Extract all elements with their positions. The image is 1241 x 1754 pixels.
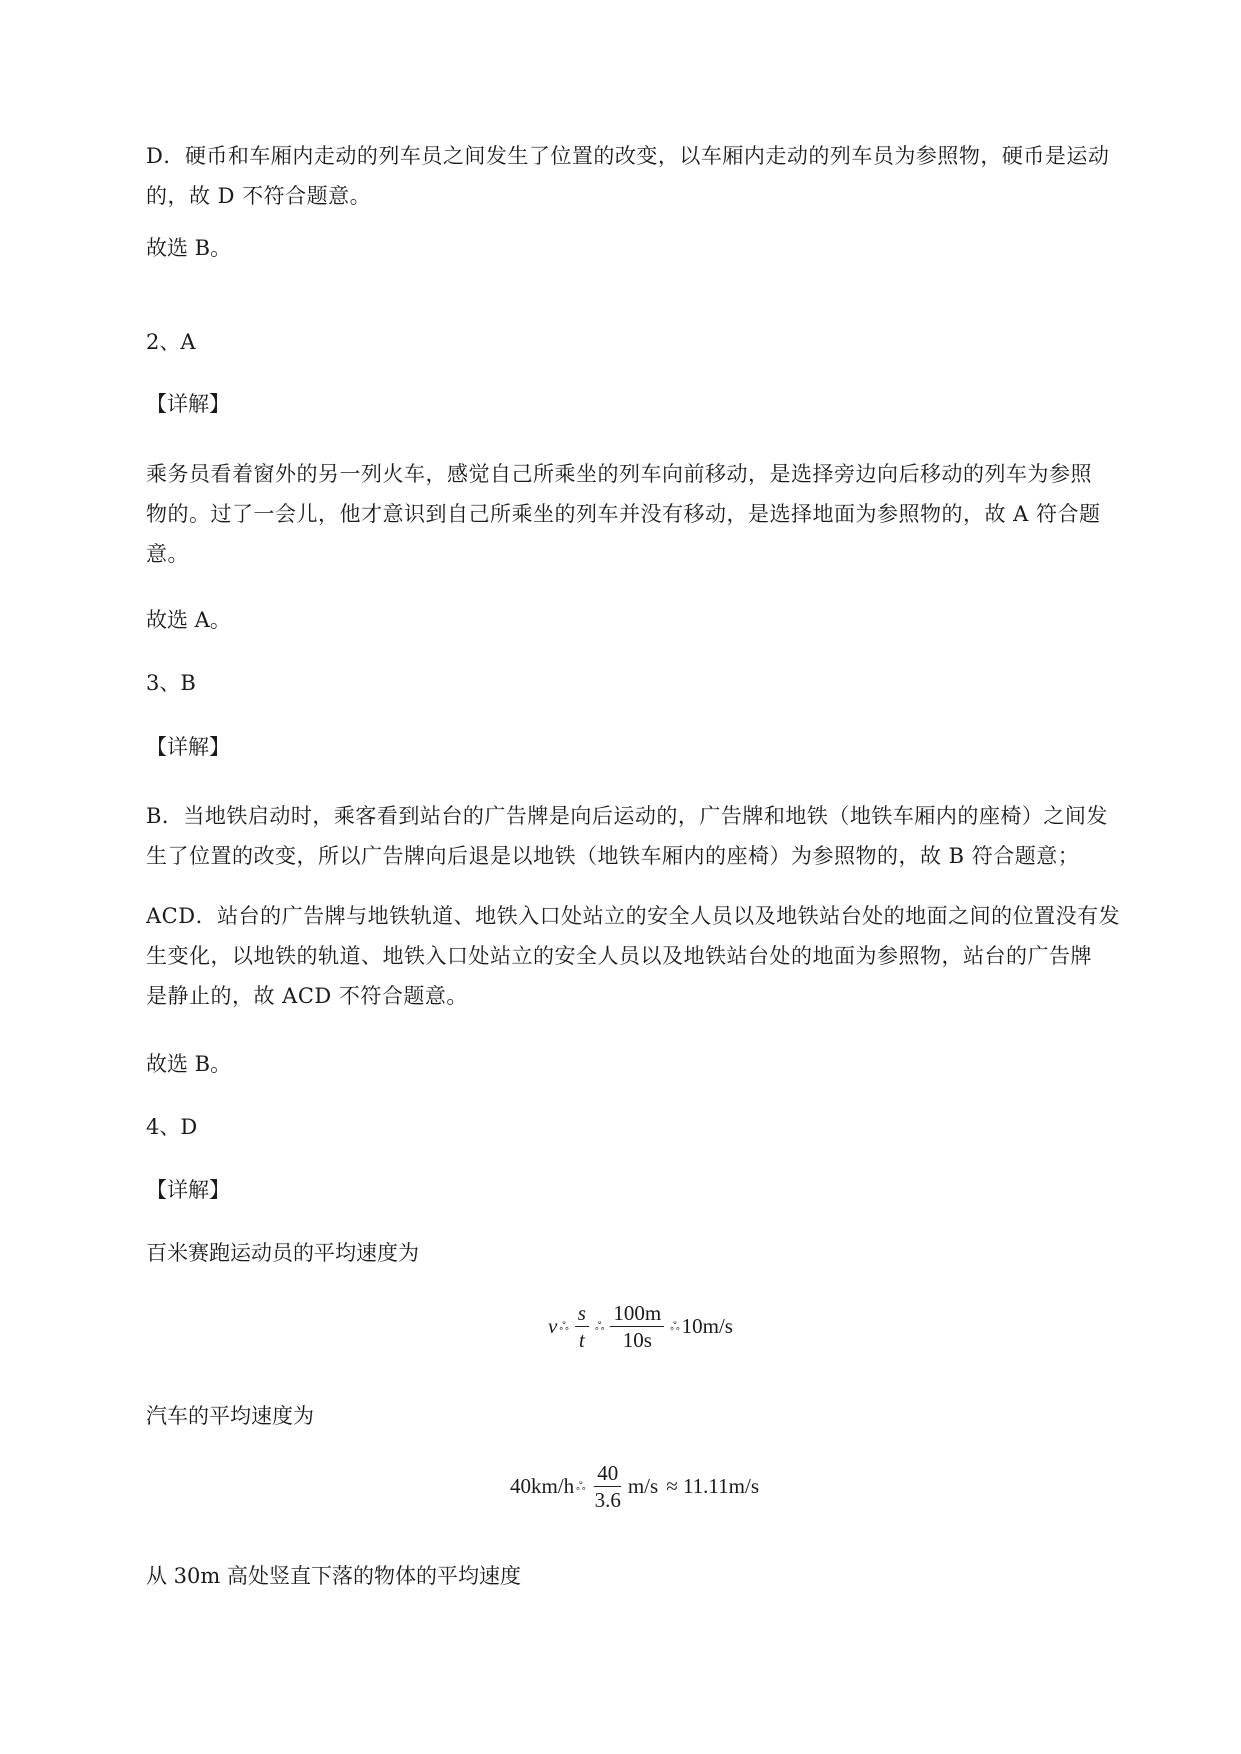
car-speed-text: 汽车的平均速度为 <box>146 1404 314 1428</box>
detail-label-q3: 【详解】 <box>146 735 230 759</box>
text-line: 意。 <box>146 542 189 566</box>
fraction-40-over-3.6 <box>592 1460 624 1513</box>
paragraph-q3-acd <box>146 896 1156 1016</box>
sprinter-speed-text: 百米赛跑运动员的平均速度为 <box>146 1241 419 1265</box>
fraction-denominator: t <box>578 1328 585 1352</box>
text-line: 的，故 D 不符合题意。 <box>146 184 372 208</box>
formula-glyph: ஃ <box>670 1318 680 1333</box>
formula-approx-result: ≈ 11.11m/s <box>666 1474 759 1498</box>
detail-label-q4: 【详解】 <box>146 1178 230 1202</box>
text-line: 乘务员看着窗外的另一列火车，感觉自己所乘坐的列车向前移动，是选择旁边向后移动的列车为参照 <box>146 462 1092 486</box>
detail-label-q2: 【详解】 <box>146 392 230 416</box>
formula-lhs: 40km/h <box>510 1474 575 1498</box>
text-line: 生了位置的改变，所以广告牌向后退是以地铁（地铁车厢内的座椅）为参照物的，故 B 符合题意； <box>146 844 1080 868</box>
formula-glyph: ஃ <box>576 1478 586 1493</box>
answer-q3: 3、B <box>146 671 196 695</box>
text-line: B．当地铁启动时，乘客看到站台的广告牌是向后运动的，广告牌和地铁（地铁车厢内的座椅）之间发 <box>146 804 1108 828</box>
falling-object-speed-text: 从 30m 高处竖直下落的物体的平均速度 <box>146 1564 521 1588</box>
text-line: 是静止的，故 ACD 不符合题意。 <box>146 984 468 1008</box>
text-line: ACD．站台的广告牌与地铁轨道、地铁入口处站立的安全人员以及地铁站台处的地面之间的位置没有发 <box>146 904 1121 928</box>
formula-glyph: ஃ <box>559 1318 569 1333</box>
fraction-denominator: 3.6 <box>594 1488 621 1512</box>
fraction-numerator: 100m <box>610 1300 664 1327</box>
fraction-numerator: 40 <box>594 1460 621 1487</box>
answer-q2: 2、A <box>146 330 196 354</box>
text-line: 生变化，以地铁的轨道、地铁入口处站立的安全人员以及地铁站台处的地面为参照物，站台的广告牌 <box>146 944 1092 968</box>
fraction-distance-over-time <box>610 1300 664 1353</box>
formula-sprinter-speed <box>548 1300 733 1353</box>
paragraph-q2 <box>146 454 1156 574</box>
paragraph-d <box>146 136 1156 216</box>
conclusion-q3: 故选 B。 <box>146 1052 232 1076</box>
formula-glyph: ஃ <box>594 1318 605 1333</box>
fraction-numerator: s <box>575 1300 589 1327</box>
formula-var-v: v <box>548 1314 558 1338</box>
fraction-denominator: 10s <box>622 1328 652 1352</box>
conclusion-q2: 故选 A。 <box>146 608 231 632</box>
text-line: 物的。过了一会儿，他才意识到自己所乘坐的列车并没有移动，是选择地面为参照物的，故 A 符合题 <box>146 502 1101 526</box>
formula-car-speed <box>510 1460 759 1513</box>
paragraph-q3-b <box>146 796 1156 876</box>
fraction-s-over-t <box>575 1300 589 1353</box>
answer-q4: 4、D <box>146 1115 198 1139</box>
conclusion-q1: 故选 B。 <box>146 236 232 260</box>
text-line: D．硬币和车厢内走动的列车员之间发生了位置的改变，以车厢内走动的列车员为参照物，硬币是运动 <box>146 144 1110 168</box>
formula-unit: m/s <box>627 1474 659 1498</box>
formula-result: 10m/s <box>681 1314 733 1338</box>
